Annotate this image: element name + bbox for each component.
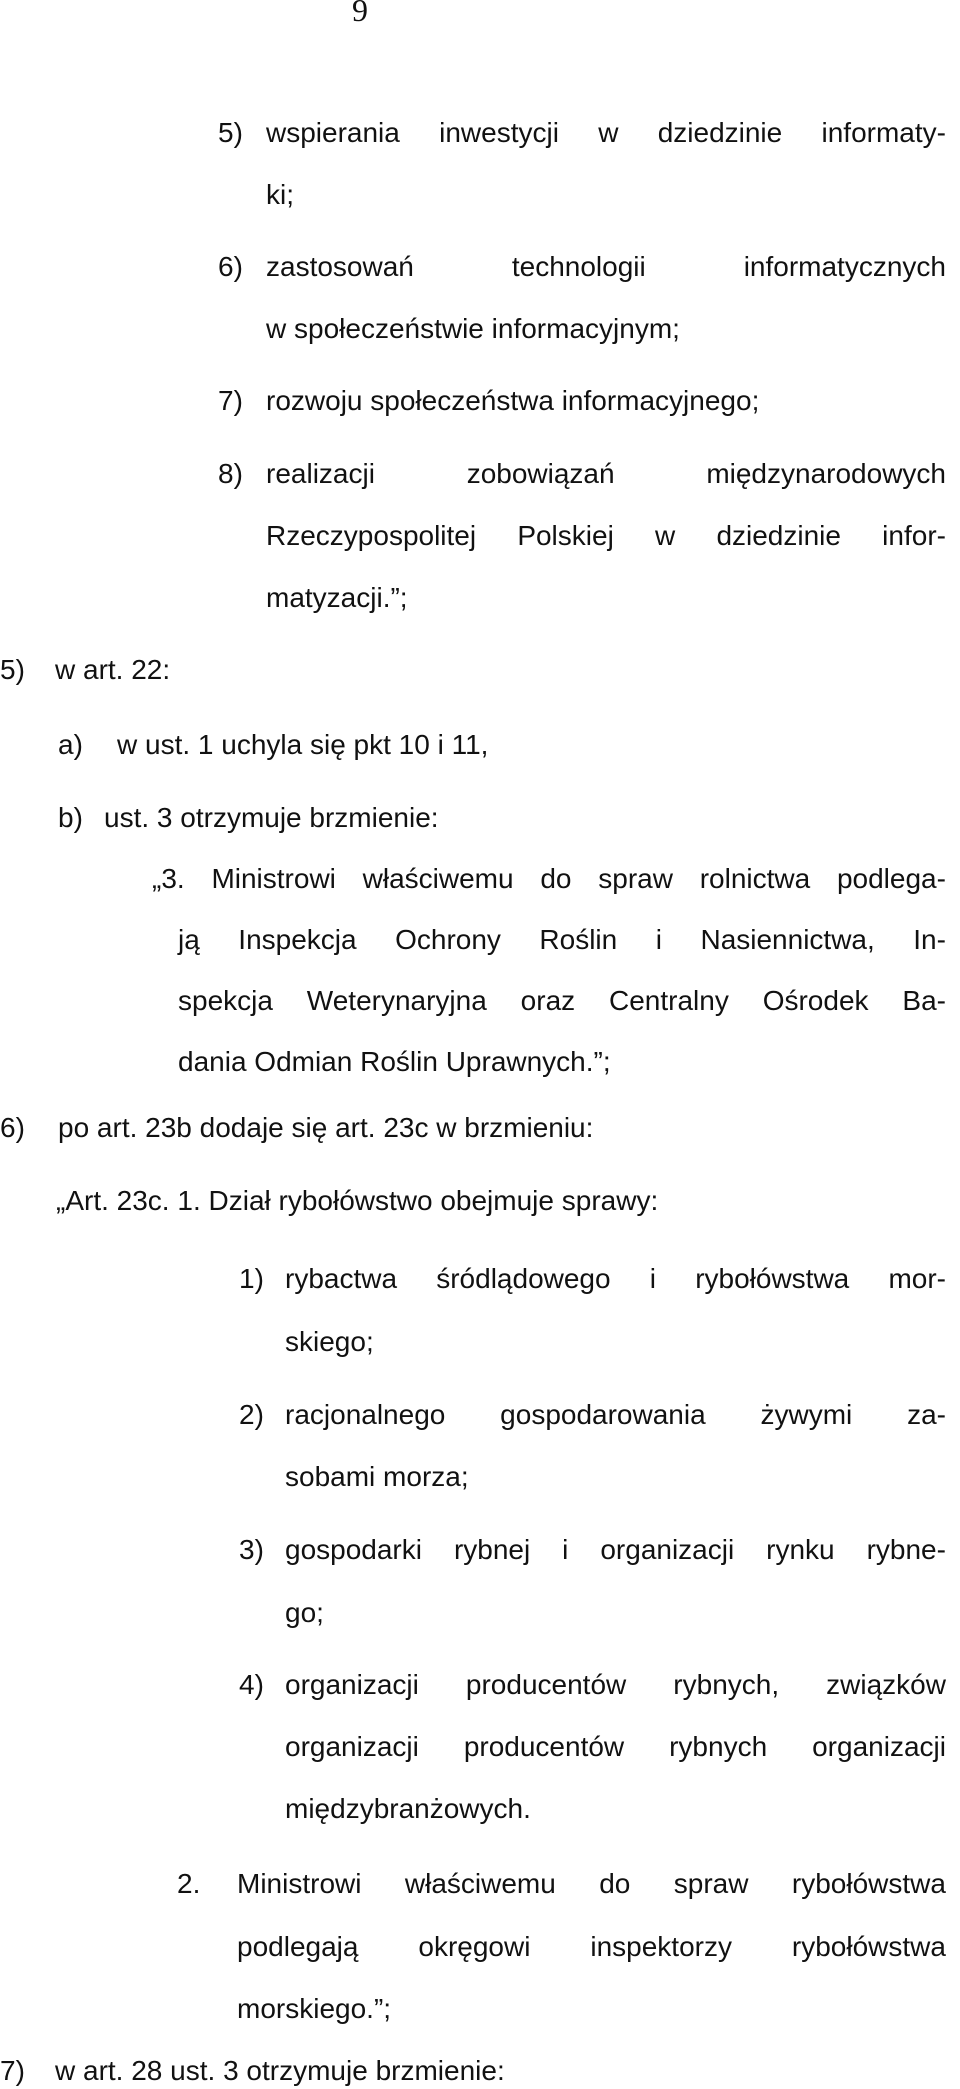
word: wspierania <box>266 117 400 148</box>
word: Ośrodek <box>762 985 869 1016</box>
word: w <box>655 520 676 551</box>
art-23c-ust-2-line-1 <box>237 1866 946 1902</box>
word: rolnictwa <box>699 863 811 894</box>
word: ją <box>178 924 200 955</box>
point-6-text: po art. 23b dodaje się art. 23c w brzmieniu: <box>58 1112 594 1143</box>
word: realizacji <box>266 458 375 489</box>
word: Polskiej <box>517 520 614 551</box>
item-6-line-1 <box>266 249 946 285</box>
word: producentów <box>465 1669 627 1700</box>
word: Ministrowi <box>237 1868 362 1899</box>
word: organizacji <box>285 1669 419 1700</box>
item-8-line-3: matyzacji.”; <box>266 582 408 613</box>
fishery-item-4-line-1 <box>285 1667 946 1703</box>
fishery-item-3-label: 3) <box>239 1534 264 1565</box>
item-8-line-2 <box>266 518 946 554</box>
fishery-item-1-label: 1) <box>239 1263 264 1294</box>
word: rybne- <box>866 1534 946 1565</box>
point-6-label: 6) <box>0 1112 25 1143</box>
fishery-item-4-line-3: międzybranżowych. <box>285 1793 531 1824</box>
word: dziedzinie <box>716 520 841 551</box>
word: Nasiennictwa, <box>700 924 875 955</box>
word: rynku <box>766 1534 835 1565</box>
word: Ba- <box>902 985 946 1016</box>
item-5-line-2: ki; <box>266 179 294 210</box>
word: rybołówstwa <box>695 1263 850 1294</box>
word: zobowiązań <box>466 458 615 489</box>
item-5-line-1 <box>266 115 946 151</box>
quote-3-line-4: dania Odmian Roślin Uprawnych.”; <box>178 1046 611 1077</box>
word: okręgowi <box>418 1931 531 1962</box>
fishery-item-3-line-2: go; <box>285 1597 324 1628</box>
letter-b-label: b) <box>58 802 83 833</box>
word: rybołówstwa <box>791 1868 946 1899</box>
word: organizacji <box>285 1731 419 1762</box>
word: i <box>649 1263 656 1294</box>
word: właściwemu <box>362 863 514 894</box>
word: rybactwa <box>285 1263 398 1294</box>
word: śródlądowego <box>436 1263 611 1294</box>
item-7-label: 7) <box>218 385 243 416</box>
word: gospodarowania <box>500 1399 706 1430</box>
word: rybołówstwa <box>791 1931 946 1962</box>
word: podlega- <box>836 863 946 894</box>
word: mor- <box>888 1263 946 1294</box>
word: spekcja <box>178 985 273 1016</box>
quote-3-line-2 <box>178 922 946 958</box>
letter-a-label: a) <box>58 729 83 760</box>
word: rybnych <box>669 1731 768 1762</box>
word: i <box>562 1534 569 1565</box>
item-8-line-1 <box>266 456 946 492</box>
word: w <box>598 117 619 148</box>
art-23c-heading: „Art. 23c. 1. Dział rybołówstwo obejmuje sprawy: <box>56 1185 659 1216</box>
word: informatycznych <box>743 251 946 282</box>
fishery-item-2-label: 2) <box>239 1399 264 1430</box>
word: producentów <box>463 1731 625 1762</box>
word: „3. <box>152 863 185 894</box>
word: racjonalnego <box>285 1399 446 1430</box>
word: do <box>599 1868 631 1899</box>
quote-3-line-3 <box>178 983 946 1019</box>
word: informaty- <box>821 117 946 148</box>
word: inwestycji <box>439 117 559 148</box>
word: Centralny <box>609 985 729 1016</box>
word: Ochrony <box>395 924 501 955</box>
word: związków <box>826 1669 946 1700</box>
word: Rzeczypospolitej <box>266 520 477 551</box>
quote-3-line-1 <box>152 861 946 897</box>
word: zastosowań <box>266 251 414 282</box>
point-7-label: 7) <box>0 2055 25 2086</box>
fishery-item-4-label: 4) <box>239 1669 264 1700</box>
word: spraw <box>673 1868 749 1899</box>
word: do <box>540 863 572 894</box>
word: technologii <box>511 251 646 282</box>
word: In- <box>913 924 946 955</box>
art-23c-ust-2-line-3: morskiego.”; <box>237 1993 392 2024</box>
point-7-text: w art. 28 ust. 3 otrzymuje brzmienie: <box>55 2055 505 2086</box>
item-5-label: 5) <box>218 117 243 148</box>
item-7-line-1: rozwoju społeczeństwa informacyjnego; <box>266 385 760 416</box>
word: podlegają <box>237 1931 359 1962</box>
point-5-label: 5) <box>0 654 25 685</box>
word: dziedzinie <box>657 117 783 148</box>
word: organizacji <box>600 1534 735 1565</box>
word: Inspekcja <box>238 924 357 955</box>
item-6-label: 6) <box>218 251 243 282</box>
word: właściwemu <box>404 1868 556 1899</box>
word: oraz <box>520 985 576 1016</box>
word: gospodarki <box>285 1534 422 1565</box>
word: inspektorzy <box>590 1931 732 1962</box>
word: Weterynaryjna <box>306 985 487 1016</box>
word: międzynarodowych <box>706 458 946 489</box>
word: żywymi <box>760 1399 853 1430</box>
word: rybnych, <box>673 1669 780 1700</box>
fishery-item-1-line-1 <box>285 1261 946 1297</box>
art-23c-ust-2-label: 2. <box>177 1868 201 1899</box>
word: spraw <box>598 863 673 894</box>
word: i <box>655 924 662 955</box>
word: rybnej <box>453 1534 531 1565</box>
fishery-item-2-line-2: sobami morza; <box>285 1461 469 1492</box>
art-23c-ust-2-line-2 <box>237 1929 946 1965</box>
word: infor- <box>882 520 946 551</box>
point-5-text: w art. 22: <box>55 654 171 685</box>
fishery-item-3-line-1 <box>285 1532 946 1568</box>
word: Ministrowi <box>211 863 336 894</box>
item-8-label: 8) <box>218 458 243 489</box>
word: Roślin <box>539 924 618 955</box>
fishery-item-4-line-2 <box>285 1729 946 1765</box>
letter-b-text: ust. 3 otrzymuje brzmienie: <box>104 802 439 833</box>
word: za- <box>907 1399 946 1430</box>
word: organizacji <box>812 1731 946 1762</box>
fishery-item-1-line-2: skiego; <box>285 1326 374 1357</box>
fishery-item-2-line-1 <box>285 1397 946 1433</box>
page-number: 9 <box>352 0 368 28</box>
item-6-line-2: w społeczeństwie informacyjnym; <box>266 313 680 344</box>
letter-a-text: w ust. 1 uchyla się pkt 10 i 11, <box>117 729 489 760</box>
